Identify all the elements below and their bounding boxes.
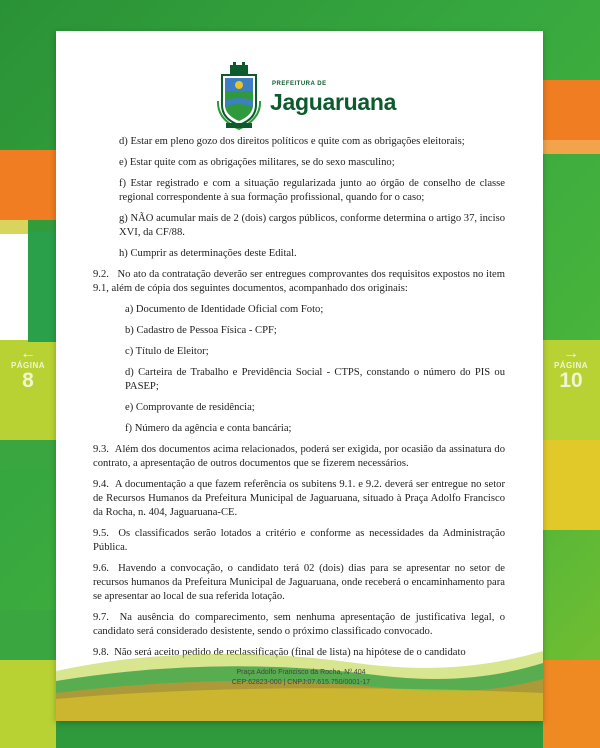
section-number: 9.7. bbox=[93, 612, 109, 623]
arrow-left-icon: ← bbox=[20, 345, 36, 362]
section-9-3 bbox=[93, 443, 505, 471]
deco-block bbox=[543, 660, 600, 748]
footer-line: CEP:62823-000 | CNPJ:07.615.750/0001-17 bbox=[231, 679, 371, 686]
footer-line: Praça Adolfo Francisco da Rocha, Nº 404 bbox=[236, 669, 366, 676]
arrow-right-icon: → bbox=[563, 345, 579, 362]
deco-block bbox=[0, 440, 56, 470]
list-item: e) Estar quite com as obrigações militares, se do sexo masculino; bbox=[119, 157, 395, 168]
logo-prefix: PREFEITURA DE bbox=[272, 81, 327, 87]
deco-block bbox=[56, 721, 543, 748]
deco-block bbox=[0, 660, 56, 748]
next-page-button[interactable] bbox=[547, 347, 595, 392]
prev-page-number: 8 bbox=[22, 369, 34, 392]
section-text: Além dos documentos acima relacionados, poderá ser exigida, por ocasião da assinatura do contrato, a apresentação de outros documentos que se fizerem necessários. bbox=[93, 444, 505, 469]
section-9-7 bbox=[93, 611, 505, 639]
list-item: g) NÃO acumular mais de 2 (dois) cargos públicos, conforme determina o artigo 37, inciso XVI, da CF/88. bbox=[119, 213, 505, 238]
section-number: 9.4. bbox=[93, 479, 109, 490]
list-item: b) Cadastro de Pessoa Física - CPF; bbox=[125, 325, 277, 336]
section-9-5 bbox=[93, 527, 505, 555]
deco-block bbox=[0, 150, 56, 220]
list-item: e) Comprovante de residência; bbox=[125, 402, 255, 413]
next-page-number: 10 bbox=[559, 369, 583, 392]
section-text: Na ausência do comparecimento, sem nenhuma apresentação de justificativa legal, o candidato será considerado desistente, sendo o próximo classificado convocado. bbox=[93, 612, 505, 637]
section-9-2 bbox=[93, 268, 505, 296]
prev-page-label: PÁGINA bbox=[10, 361, 46, 370]
prev-page-button[interactable] bbox=[4, 347, 52, 392]
section-text: Havendo a convocação, o candidato terá 02 (dois) dias para se apresentar no setor de recursos humanos da Prefeitura Municipal de Jaguaruana, onde receberá o encaminhamento para se apresentar ao local de sua referida lotação. bbox=[93, 563, 506, 602]
section-text: Os classificados serão lotados a critério e conforme as necessidades da Administração Pública. bbox=[93, 528, 506, 553]
section-text: A documentação a que fazem referência os subitens 9.1. e 9.2. deverá ser entregue no setor de Recursos Humanos da Prefeitura Municipal de Jaguaruana, situado à Praça Adolfo Francisco da Rocha, n. 404, Jaguaruana-CE. bbox=[93, 479, 505, 518]
crest-icon bbox=[216, 61, 262, 131]
logo bbox=[216, 61, 397, 135]
list-item: f) Número da agência e conta bancária; bbox=[125, 423, 292, 434]
deco-block bbox=[0, 610, 56, 660]
deco-block bbox=[0, 232, 28, 342]
deco-block bbox=[543, 80, 600, 140]
document-body bbox=[93, 135, 505, 667]
section-number: 9.2. bbox=[93, 269, 109, 280]
logo-name: Jaguaruana bbox=[270, 89, 397, 115]
deco-block bbox=[543, 440, 600, 530]
list-item: d) Estar em pleno gozo dos direitos políticos e quite com as obrigações eleitorais; bbox=[119, 136, 465, 147]
section-text: Não será aceito pedido de reclassificação (final de lista) na hipótese de o candidato bbox=[114, 647, 466, 658]
list-item: h) Cumprir as determinações deste Edital. bbox=[119, 248, 297, 259]
list-item: a) Documento de Identidade Oficial com Foto; bbox=[125, 304, 324, 315]
list-item: f) Estar registrado e com a situação regularizada junto ao órgão de conselho de classe regional correspondente à sua formação profissional, quando for o caso; bbox=[119, 178, 505, 203]
section-text: No ato da contratação deverão ser entregues comprovantes dos requisitos expostos no item 9.1, além de cópia dos seguintes documentos, acompanhado dos originais: bbox=[93, 269, 505, 294]
deco-block bbox=[543, 140, 600, 154]
document-page bbox=[56, 31, 543, 721]
list-item: d) Carteira de Trabalho e Previdência Social - CTPS, constando o número do PIS ou PASEP; bbox=[125, 367, 505, 392]
section-number: 9.3. bbox=[93, 444, 109, 455]
next-page-label: PÁGINA bbox=[553, 361, 589, 370]
section-9-4 bbox=[93, 478, 505, 520]
deco-block bbox=[28, 232, 56, 342]
section-number: 9.5. bbox=[93, 528, 109, 539]
footer-address bbox=[186, 668, 416, 688]
section-9-6 bbox=[93, 562, 505, 604]
list-item: c) Título de Eleitor; bbox=[125, 346, 209, 357]
deco-block bbox=[0, 218, 28, 234]
section-number: 9.6. bbox=[93, 563, 109, 574]
section-number: 9.8. bbox=[93, 647, 109, 658]
